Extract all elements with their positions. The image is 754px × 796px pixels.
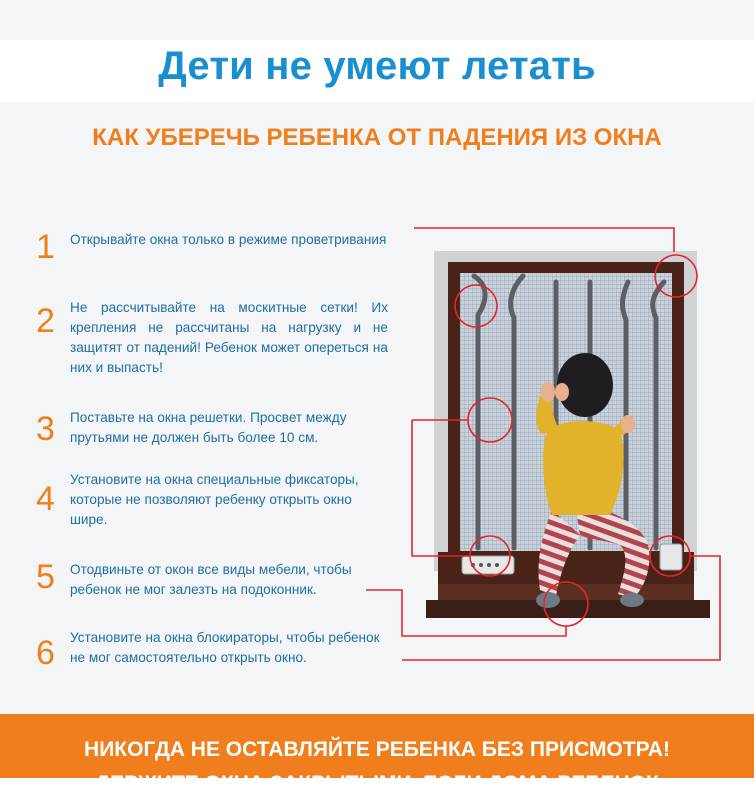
page-title: Дети не умеют летать	[158, 44, 596, 88]
tip-text: Открывайте окна только в режиме проветривания	[70, 232, 387, 247]
tip-number: 2	[36, 302, 55, 340]
tip-text: Не рассчитывайте на москитные сетки! Их крепления не рассчитаны на нагрузку и не защитят от падений! Ребенок может опереться на них и выпасть!	[70, 300, 388, 375]
tip-number: 4	[36, 480, 55, 518]
footer-banner	[0, 714, 754, 795]
tip-text: Отодвиньте от окон все виды мебели, чтобы ребенок не мог залезть на подоконник.	[70, 562, 352, 597]
tip-text: Поставьте на окна решетки. Просвет между прутьями не должен быть более 10 см.	[70, 410, 347, 445]
footer-warning-continued: ДЕРЖИТЕ ОКНА ЗАКРЫТЫМИ, ЕСЛИ ДОМА РЕБЕНОК	[95, 772, 659, 795]
tip-number: 1	[36, 228, 55, 266]
page-subtitle: КАК УБЕРЕЧЬ РЕБЕНКА ОТ ПАДЕНИЯ ИЗ ОКНА	[92, 124, 662, 151]
tip-number: 5	[36, 558, 55, 596]
tip-number: 3	[36, 410, 55, 448]
tip-text: Установите на окна специальные фиксаторы, которые не позволяют ребенку открыть окно шире.	[70, 472, 359, 527]
tip-number: 6	[36, 634, 55, 672]
tip-text: Установите на окна блокираторы, чтобы ребенок не мог самостоятельно открыть окно.	[70, 630, 380, 665]
footer-warning: НИКОГДА НЕ ОСТАВЛЯЙТЕ РЕБЕНКА БЕЗ ПРИСМОТРА!	[84, 738, 670, 761]
